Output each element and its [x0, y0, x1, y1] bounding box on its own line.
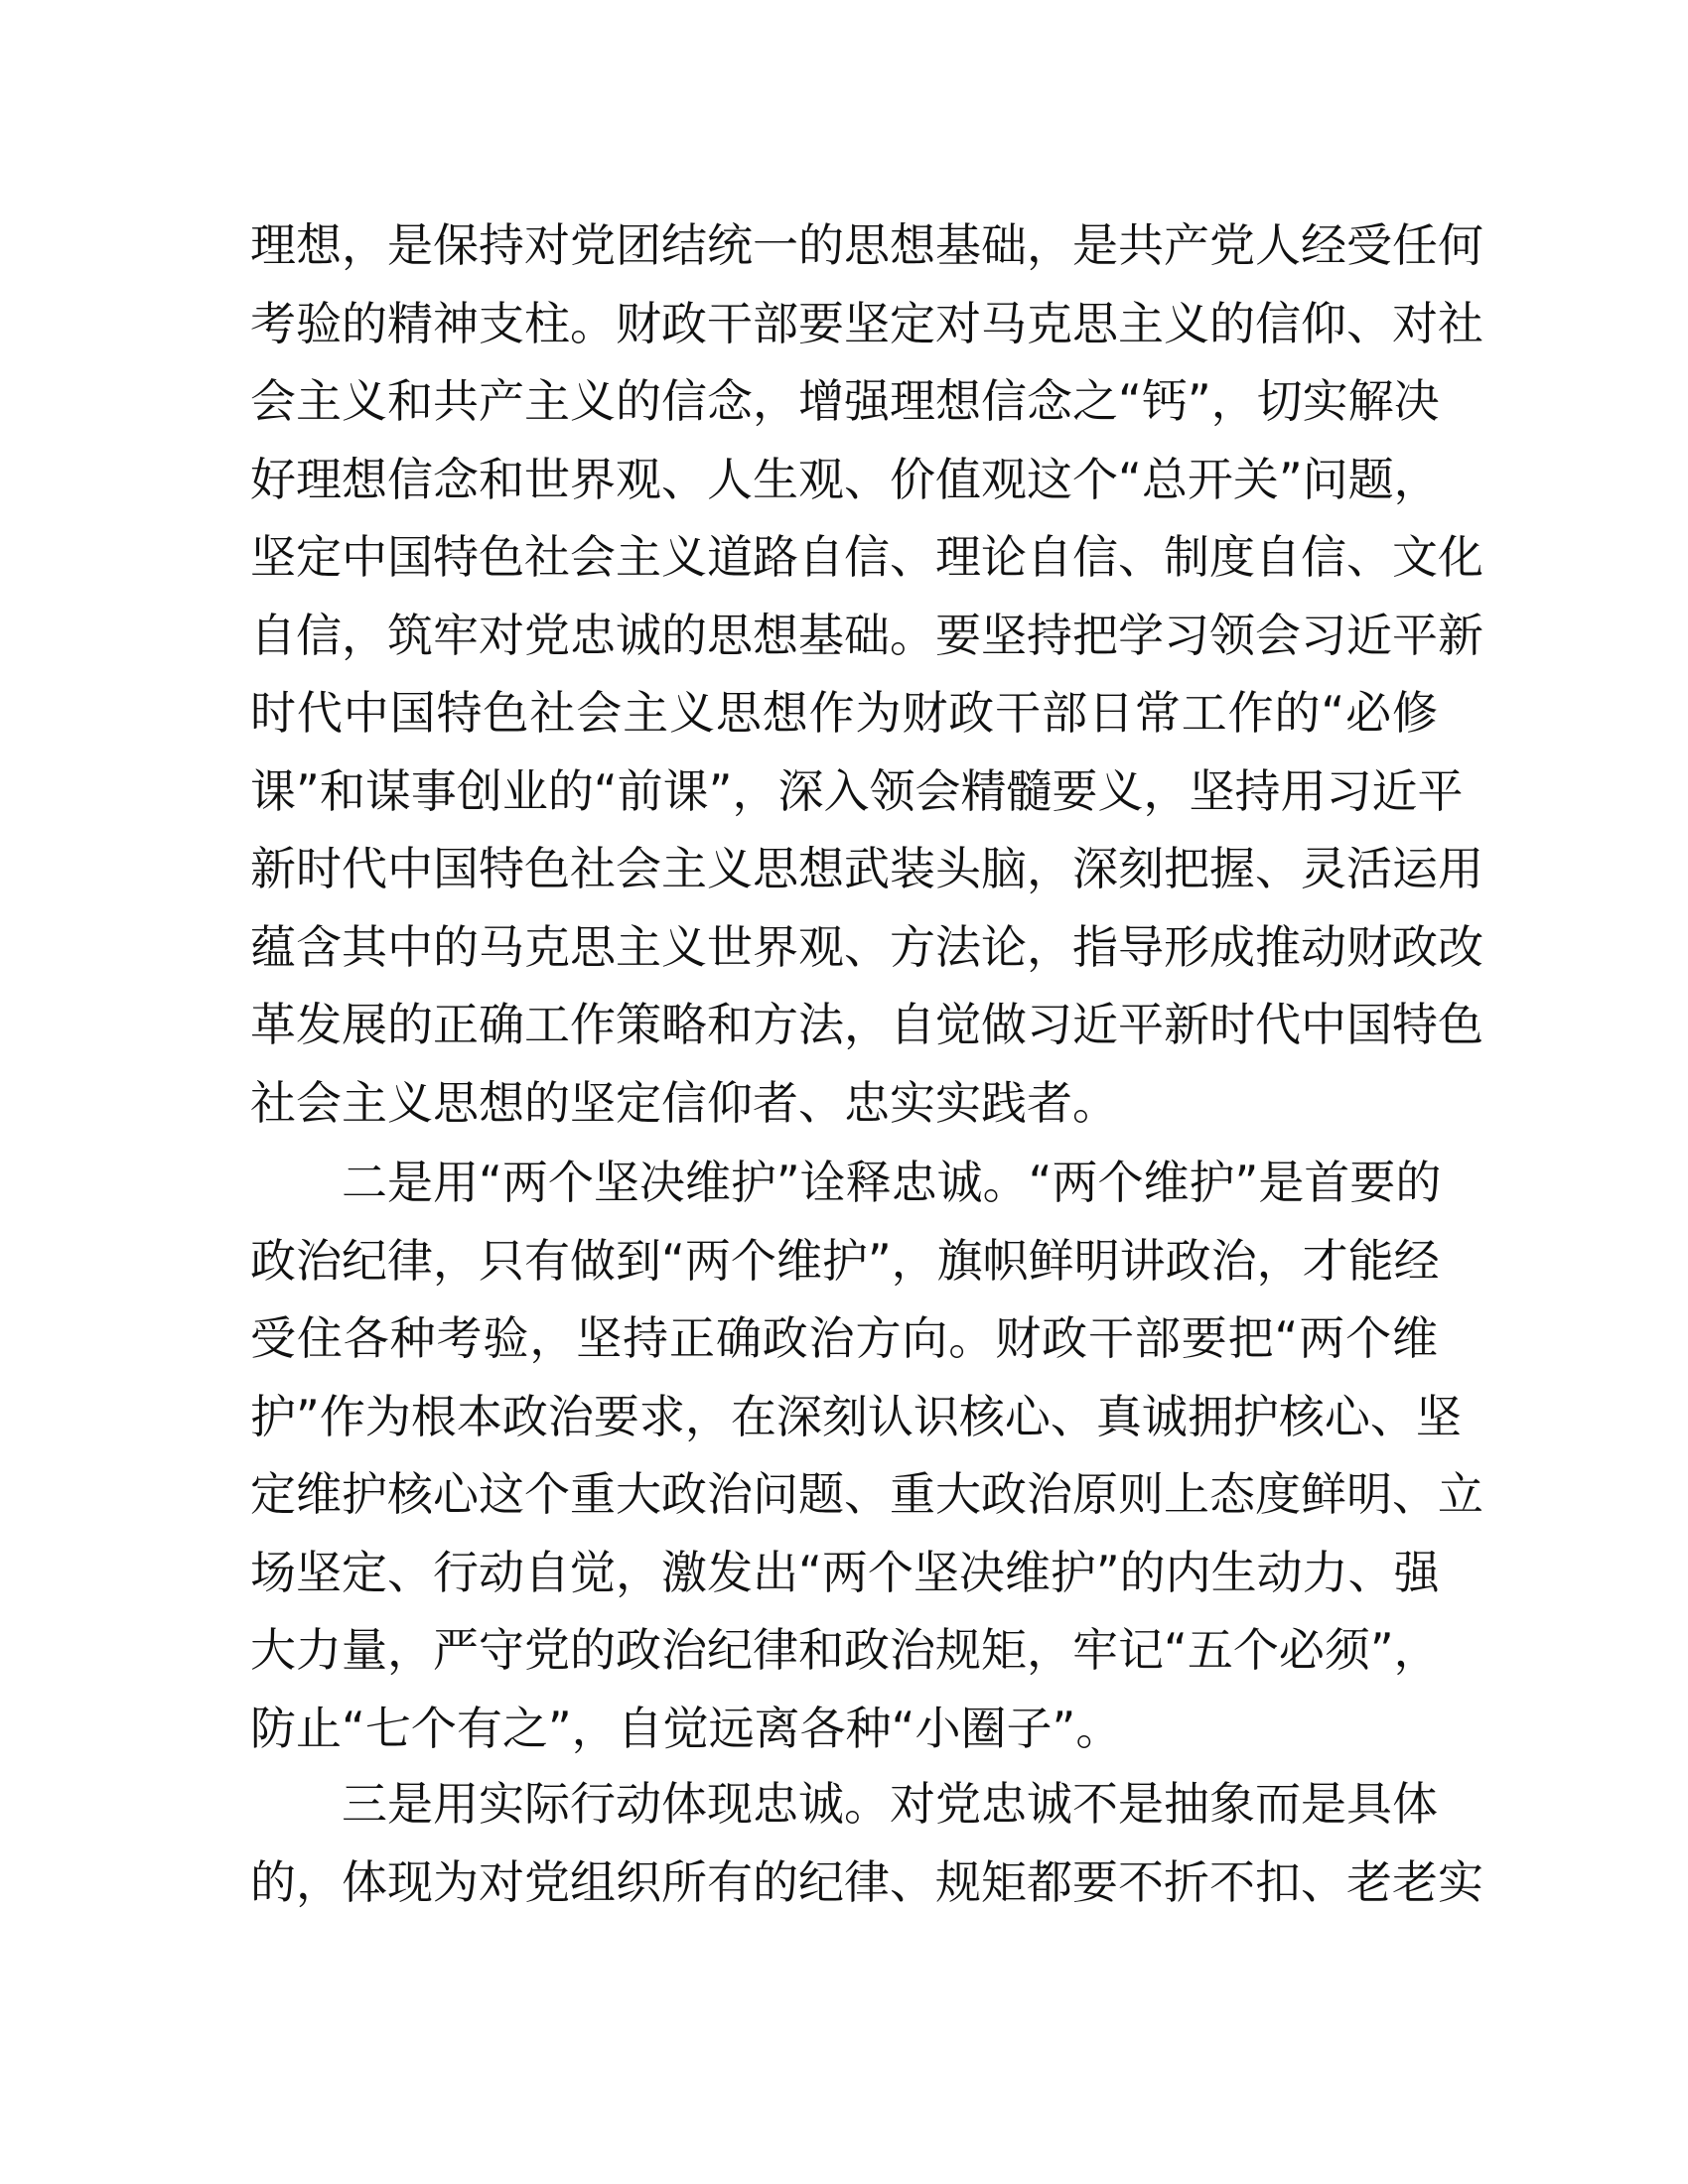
text-line: 好理想信念和世界观、人生观、价值观这个“总开关”问题，: [250, 452, 1440, 506]
text-line: 蕴含其中的马克思主义世界观、方法论，指导形成推动财政改: [250, 919, 1483, 974]
text-line: 新时代中国特色社会主义思想武装头脑，深刻把握、灵活运用: [250, 842, 1483, 895]
text-line: 的，体现为对党组织所有的纪律、规矩都要不折不扣、老老实: [250, 1854, 1483, 1909]
text-line: 理想，是保持对党团结统一的思想基础，是共产党人经受任何: [250, 218, 1483, 272]
text-line: 大力量，严守党的政治纪律和政治规矩，牢记“五个必须”，: [250, 1623, 1440, 1677]
text-line: 革发展的正确工作策略和方法，自觉做习近平新时代中国特色: [250, 998, 1483, 1051]
text-line: 受住各种考验，坚持正确政治方向。财政干部要把“两个维: [250, 1311, 1438, 1365]
text-line: 时代中国特色社会主义思想作为财政干部日常工作的“必修: [250, 686, 1438, 740]
text-line: 考验的精神支柱。财政干部要坚定对马克思主义的信仰、对社: [250, 296, 1483, 350]
text-line: 自信，筑牢对党忠诚的思想基础。要坚持把学习领会习近平新: [250, 608, 1483, 662]
text-line: 政治纪律，只有做到“两个维护”，旗帜鲜明讲政治，才能经: [250, 1233, 1440, 1288]
text-line: 场坚定、行动自觉，激发出“两个坚决维护”的内生动力、强: [250, 1545, 1440, 1599]
text-line: 护”作为根本政治要求，在深刻认识核心、真诚拥护核心、坚: [250, 1389, 1462, 1443]
paragraph-practical-action: [250, 1765, 1483, 1921]
paragraph-two-safeguards: [250, 1144, 1483, 1767]
text-line: 社会主义思想的坚定信仰者、忠实实践者。: [250, 1075, 1118, 1130]
text-line: 定维护核心这个重大政治问题、重大政治原则上态度鲜明、立: [250, 1467, 1483, 1521]
paragraph-ideal-belief: [250, 206, 1483, 1142]
text-line: 二是用“两个坚决维护”诠释忠诚。“两个维护”是首要的: [342, 1156, 1442, 1209]
text-line: 课”和谋事创业的“前课”，深入领会精髓要义，坚持用习近平: [250, 763, 1464, 818]
text-line: 会主义和共产主义的信念，增强理想信念之“钙”，切实解决: [250, 374, 1440, 428]
text-line: 三是用实际行动体现忠诚。对党忠诚不是抽象而是具体: [342, 1777, 1438, 1831]
text-line: 坚定中国特色社会主义道路自信、理论自信、制度自信、文化: [250, 530, 1483, 584]
text-line: 防止“七个有之”，自觉远离各种“小圈子”。: [250, 1701, 1122, 1755]
